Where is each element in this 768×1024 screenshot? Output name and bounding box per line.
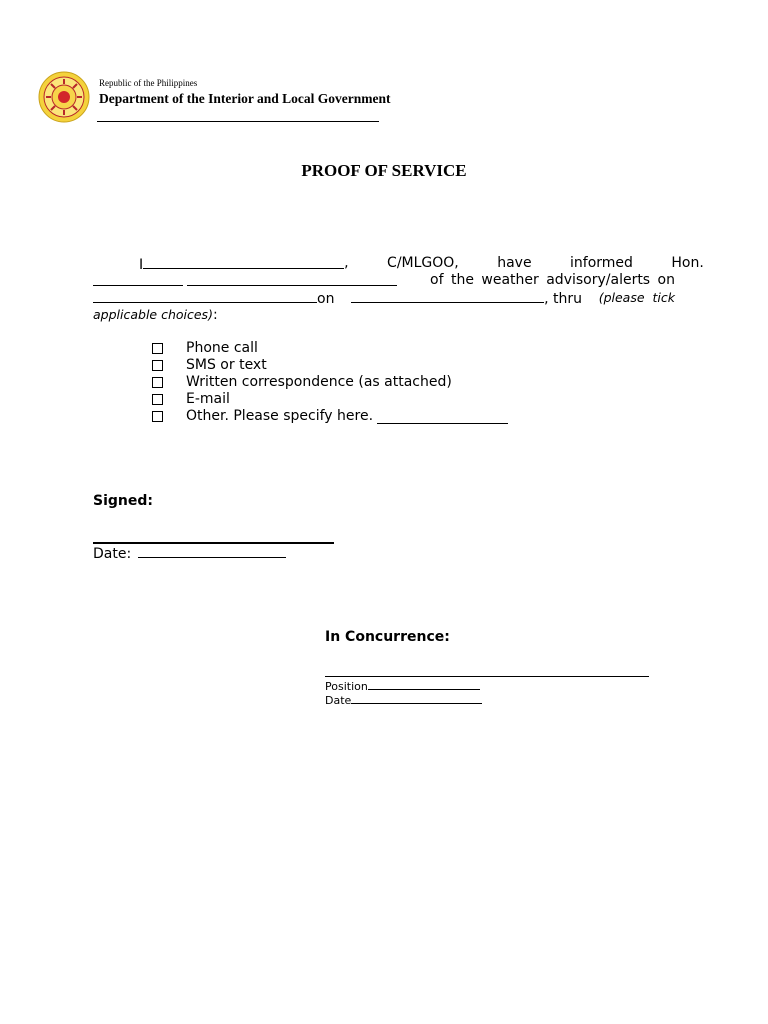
statement-line-4 xyxy=(93,306,675,323)
statement-line-1 xyxy=(93,255,704,273)
checkbox-icon[interactable] xyxy=(152,411,163,422)
checkbox-icon[interactable] xyxy=(152,394,163,405)
republic-text: Republic of the Philippines xyxy=(99,78,198,88)
role-text: , C/MLGOO, have informed Hon. xyxy=(344,255,704,271)
option-other[interactable] xyxy=(152,408,508,425)
checkbox-icon[interactable] xyxy=(152,343,163,354)
concurrence-date-blank[interactable] xyxy=(351,692,482,704)
option-label: SMS or text xyxy=(186,357,267,373)
department-name: Department of the Interior and Local Government xyxy=(99,91,391,106)
service-statement xyxy=(93,255,704,323)
concurrence-position-row xyxy=(325,678,480,693)
signed-date-row xyxy=(93,544,286,562)
thru-text: , thru xyxy=(544,291,583,307)
pronoun-text: I xyxy=(139,257,144,273)
option-label: Written correspondence (as attached) xyxy=(186,374,452,390)
official-blank-b[interactable] xyxy=(187,272,349,286)
signed-label: Signed: xyxy=(93,493,153,509)
option-label: Phone call xyxy=(186,340,258,356)
statement-line-2 xyxy=(93,272,675,289)
tick-colon: : xyxy=(212,307,218,323)
tick-note-b: applicable choices) xyxy=(93,307,213,322)
concurrence-date-row xyxy=(325,692,482,707)
tick-note-a: (please tick xyxy=(598,290,675,305)
document-title: PROOF OF SERVICE xyxy=(301,161,467,180)
option-label: Other. Please specify here. xyxy=(186,408,374,424)
official-blank-a[interactable] xyxy=(93,272,183,286)
checkbox-icon[interactable] xyxy=(152,377,163,388)
option-email[interactable] xyxy=(152,391,508,408)
option-label: E-mail xyxy=(186,391,230,407)
other-specify-blank[interactable] xyxy=(377,410,508,424)
date-informed-blank-a[interactable] xyxy=(351,289,421,303)
on-text: on xyxy=(317,291,335,307)
official-blank-c[interactable] xyxy=(349,272,397,286)
date-informed-blank-b[interactable] xyxy=(421,289,544,303)
option-written-correspondence[interactable] xyxy=(152,374,508,391)
checkbox-icon[interactable] xyxy=(152,360,163,371)
statement-line-3 xyxy=(93,289,675,306)
header-divider xyxy=(97,121,379,122)
name-blank[interactable] xyxy=(143,255,344,269)
service-options xyxy=(152,340,508,425)
concurrence-date-label: Date xyxy=(325,694,352,707)
position-label: Position xyxy=(325,680,368,693)
dilg-seal-icon xyxy=(38,71,90,123)
concurrence-label: In Concurrence: xyxy=(325,629,450,645)
date-label: Date: xyxy=(93,546,132,562)
signed-date-blank[interactable] xyxy=(138,544,286,558)
option-sms[interactable] xyxy=(152,357,508,374)
advisory-date-blank[interactable] xyxy=(93,289,317,303)
position-blank[interactable] xyxy=(368,678,480,690)
advisory-text: of the weather advisory/alerts on xyxy=(430,272,675,288)
concurrence-signature-line[interactable] xyxy=(325,676,649,677)
option-phone-call[interactable] xyxy=(152,340,508,357)
